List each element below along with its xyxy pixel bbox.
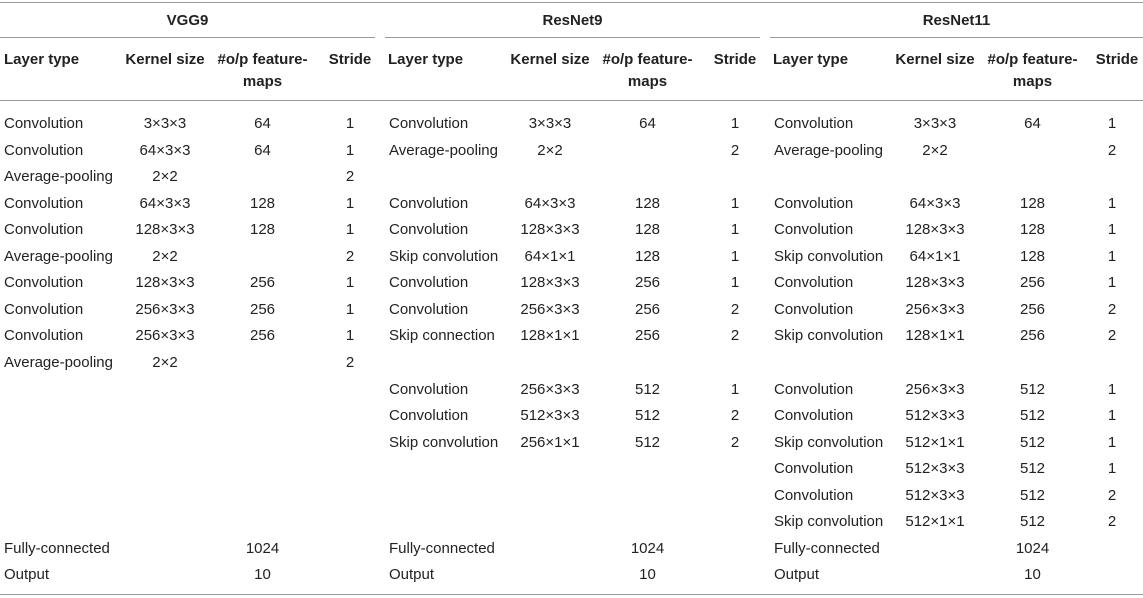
feature-maps-cell: 512 [634,434,661,451]
stride-cell: 1 [730,381,740,398]
layer-type-cell: Skip convolution [389,248,499,265]
layer-type-cell: Convolution [4,142,84,159]
feature-maps-cell [205,247,320,267]
stride-cell [325,539,375,559]
feature-maps-cell [205,353,320,373]
feature-maps-cell: 1024 [245,540,280,557]
feature-maps-cell: 256 [249,327,276,344]
kernel-size-cell [510,512,590,532]
kernel-size-cell: 128×3×3 [135,274,195,291]
kernel-size-cell [510,539,590,559]
kernel-size-cell: 256×3×3 [520,381,580,398]
layer-type-cell: Skip convolution [774,434,884,451]
feature-maps-cell: 256 [1019,327,1046,344]
feature-maps-cell [205,486,320,506]
feature-maps-cell: 512 [1019,460,1046,477]
stride-cell: 1 [1107,407,1117,424]
stride-cell: 1 [730,274,740,291]
stride-cell: 1 [1107,381,1117,398]
feature-maps-cell: 256 [1019,274,1046,291]
feature-maps-cell: 10 [254,566,271,583]
stride-cell [325,565,375,585]
stride-cell: 2 [730,407,740,424]
feature-maps-cell: 128 [634,195,661,212]
feature-maps-cell [975,167,1090,187]
kernel-size-cell: 64×3×3 [139,142,191,159]
kernel-size-cell: 256×3×3 [135,301,195,318]
layer-type-cell: Convolution [389,115,469,132]
feature-maps-cell: 128 [249,221,276,238]
stride-cell: 1 [1107,195,1117,212]
kernel-size-cell: 2×2 [537,142,563,159]
kernel-size-cell [125,539,205,559]
stride-cell [710,486,760,506]
stride-cell [710,512,760,532]
kernel-size-cell [895,167,975,187]
stride-cell: 1 [1107,248,1117,265]
feature-maps-cell [205,406,320,426]
stride-cell: 1 [345,274,355,291]
feature-maps-cell: 10 [1024,566,1041,583]
feature-maps-cell: 512 [634,381,661,398]
layer-type-cell: Average-pooling [4,248,113,265]
feature-maps-cell: 128 [634,248,661,265]
group-rule-resnet9 [385,37,760,38]
kernel-size-cell [510,167,590,187]
layer-type-cell: Output [389,566,435,583]
kernel-size-cell: 256×3×3 [905,301,965,318]
layer-type-cell: Average-pooling [389,142,498,159]
stride-cell: 2 [730,142,740,159]
feature-maps-cell: 256 [634,301,661,318]
feature-maps-cell: 128 [1019,195,1046,212]
layer-type-cell [389,167,509,187]
layer-type-cell: Convolution [774,487,854,504]
feature-maps-cell [205,380,320,400]
kernel-size-cell: 128×3×3 [520,274,580,291]
feature-maps-cell [205,167,320,187]
stride-cell [325,380,375,400]
table-top-rule [0,2,1143,3]
feature-maps-cell [975,353,1090,373]
stride-cell [710,565,760,585]
layer-type-cell: Convolution [389,301,469,318]
feature-maps-cell: 64 [254,115,271,132]
layer-type-cell: Fully-connected [4,540,110,557]
stride-cell [1087,167,1137,187]
layer-type-cell [774,167,894,187]
layer-type-cell [4,486,124,506]
kernel-size-cell: 64×1×1 [524,248,576,265]
layer-type-cell [4,406,124,426]
group-rule-vgg9 [0,37,375,38]
stride-cell: 1 [1107,434,1117,451]
stride-cell [710,539,760,559]
stride-cell: 2 [1107,487,1117,504]
kernel-size-cell: 64×3×3 [139,195,191,212]
kernel-size-cell: 64×3×3 [524,195,576,212]
col-header-layer-type: Layer type [773,51,849,68]
col-header-feature-maps: #o/p feature-maps [987,51,1078,90]
feature-maps-cell: 1024 [1015,540,1050,557]
feature-maps-cell: 256 [1019,301,1046,318]
kernel-size-cell: 64×3×3 [909,195,961,212]
feature-maps-cell [205,512,320,532]
layer-type-cell: Fully-connected [774,540,880,557]
layer-type-cell: Convolution [774,460,854,477]
feature-maps-cell: 512 [1019,434,1046,451]
layer-type-cell: Skip convolution [774,248,884,265]
stride-cell: 2 [730,434,740,451]
layer-type-cell: Convolution [774,407,854,424]
group-title-vgg9: VGG9 [166,12,209,29]
stride-cell: 1 [345,221,355,238]
stride-cell: 2 [345,168,355,185]
layer-type-cell [389,486,509,506]
col-header-kernel-size: Kernel size [125,51,205,68]
kernel-size-cell: 3×3×3 [528,115,572,132]
kernel-size-cell: 512×3×3 [905,487,965,504]
layer-type-cell: Output [774,566,820,583]
feature-maps-cell [590,459,705,479]
feature-maps-cell [975,141,1090,161]
feature-maps-cell: 10 [639,566,656,583]
layer-type-cell: Convolution [774,301,854,318]
layer-type-cell: Convolution [774,115,854,132]
layer-type-cell: Convolution [389,221,469,238]
stride-cell: 1 [345,195,355,212]
stride-cell: 1 [345,301,355,318]
kernel-size-cell: 512×3×3 [905,407,965,424]
stride-cell: 1 [730,115,740,132]
kernel-size-cell: 128×3×3 [905,221,965,238]
kernel-size-cell [125,565,205,585]
feature-maps-cell [590,141,705,161]
layer-type-cell [4,380,124,400]
feature-maps-cell: 512 [1019,487,1046,504]
stride-cell: 2 [1107,513,1117,530]
kernel-size-cell: 128×1×1 [905,327,965,344]
layer-type-cell: Convolution [4,221,84,238]
kernel-size-cell [510,486,590,506]
stride-cell [325,512,375,532]
stride-cell [710,167,760,187]
col-header-stride: Stride [1095,51,1139,68]
layer-type-cell [4,459,124,479]
stride-cell: 1 [730,248,740,265]
feature-maps-cell [590,167,705,187]
kernel-size-cell: 256×1×1 [520,434,580,451]
feature-maps-cell [590,486,705,506]
stride-cell: 1 [345,327,355,344]
col-header-kernel-size: Kernel size [510,51,590,68]
layer-type-cell: Convolution [389,274,469,291]
table-bottom-rule [0,594,1143,595]
header-bottom-rule [0,100,1143,101]
feature-maps-cell: 256 [634,274,661,291]
kernel-size-cell [125,486,205,506]
layer-type-cell: Average-pooling [774,142,883,159]
layer-type-cell [389,353,509,373]
feature-maps-cell: 64 [1024,115,1041,132]
stride-cell: 1 [730,195,740,212]
col-header-feature-maps: #o/p feature-maps [217,51,308,90]
layer-type-cell [4,512,124,532]
kernel-size-cell: 512×1×1 [905,513,965,530]
feature-maps-cell: 512 [1019,407,1046,424]
stride-cell [325,406,375,426]
feature-maps-cell: 512 [1019,513,1046,530]
feature-maps-cell: 64 [639,115,656,132]
kernel-size-cell [510,353,590,373]
kernel-size-cell: 64×1×1 [909,248,961,265]
stride-cell: 1 [345,142,355,159]
feature-maps-cell: 512 [1019,381,1046,398]
layer-type-cell: Convolution [4,115,84,132]
layer-type-cell [4,433,124,453]
kernel-size-cell: 2×2 [152,168,178,185]
stride-cell [1087,353,1137,373]
stride-cell [1087,565,1137,585]
layer-type-cell: Convolution [4,274,84,291]
kernel-size-cell: 256×3×3 [905,381,965,398]
kernel-size-cell: 128×3×3 [135,221,195,238]
kernel-size-cell: 128×3×3 [905,274,965,291]
col-header-stride: Stride [328,51,372,68]
feature-maps-cell: 256 [249,274,276,291]
layer-type-cell: Skip connection [389,327,495,344]
stride-cell: 2 [345,248,355,265]
kernel-size-cell: 2×2 [922,142,948,159]
stride-cell: 1 [1107,221,1117,238]
kernel-size-cell [125,459,205,479]
stride-cell [325,459,375,479]
layer-type-cell: Fully-connected [389,540,495,557]
feature-maps-cell: 64 [254,142,271,159]
feature-maps-cell: 128 [1019,221,1046,238]
stride-cell [325,433,375,453]
feature-maps-cell: 128 [249,195,276,212]
stride-cell: 1 [1107,274,1117,291]
layer-type-cell: Convolution [389,407,469,424]
layer-type-cell: Convolution [4,301,84,318]
kernel-size-cell [125,406,205,426]
kernel-size-cell [895,539,975,559]
stride-cell: 2 [730,327,740,344]
kernel-size-cell: 3×3×3 [143,115,187,132]
kernel-size-cell [895,565,975,585]
stride-cell: 2 [730,301,740,318]
layer-type-cell: Convolution [774,274,854,291]
col-header-layer-type: Layer type [388,51,464,68]
stride-cell [710,353,760,373]
stride-cell: 1 [345,115,355,132]
layer-type-cell: Output [4,566,50,583]
kernel-size-cell: 512×3×3 [520,407,580,424]
kernel-size-cell: 512×1×1 [905,434,965,451]
layer-type-cell: Skip convolution [389,434,499,451]
kernel-size-cell [125,380,205,400]
kernel-size-cell: 2×2 [152,354,178,371]
stride-cell: 2 [1107,327,1117,344]
feature-maps-cell: 128 [1019,248,1046,265]
kernel-size-cell: 256×3×3 [520,301,580,318]
kernel-size-cell [125,512,205,532]
kernel-size-cell [510,565,590,585]
col-header-kernel-size: Kernel size [895,51,975,68]
layer-type-cell: Convolution [4,195,84,212]
kernel-size-cell: 256×3×3 [135,327,195,344]
group-title-resnet11: ResNet11 [922,12,991,29]
feature-maps-cell: 256 [634,327,661,344]
group-title-resnet9: ResNet9 [542,12,603,29]
feature-maps-cell [590,512,705,532]
layer-type-cell: Average-pooling [4,168,113,185]
kernel-size-cell: 3×3×3 [913,115,957,132]
feature-maps-cell [205,433,320,453]
col-header-feature-maps: #o/p feature-maps [602,51,693,90]
group-rule-resnet11 [770,37,1143,38]
feature-maps-cell [590,353,705,373]
layer-type-cell [774,353,894,373]
feature-maps-cell: 256 [249,301,276,318]
feature-maps-cell [205,459,320,479]
kernel-size-cell: 128×1×1 [520,327,580,344]
kernel-size-cell: 512×3×3 [905,460,965,477]
kernel-size-cell: 128×3×3 [520,221,580,238]
layer-type-cell: Average-pooling [4,354,113,371]
feature-maps-cell: 512 [634,407,661,424]
layer-type-cell: Convolution [389,381,469,398]
layer-type-cell: Convolution [774,381,854,398]
stride-cell: 1 [730,221,740,238]
layer-type-cell [389,459,509,479]
layer-type-cell: Convolution [774,195,854,212]
layer-type-cell [389,512,509,532]
kernel-size-cell [510,459,590,479]
layer-type-cell: Convolution [389,195,469,212]
stride-cell: 1 [1107,115,1117,132]
stride-cell: 2 [1107,301,1117,318]
kernel-size-cell: 2×2 [152,248,178,265]
layer-type-cell: Convolution [774,221,854,238]
stride-cell [710,459,760,479]
layer-type-cell: Skip convolution [774,327,884,344]
layer-type-cell: Skip convolution [774,513,884,530]
kernel-size-cell [895,353,975,373]
col-header-layer-type: Layer type [4,51,80,68]
feature-maps-cell: 128 [634,221,661,238]
stride-cell: 1 [1107,460,1117,477]
feature-maps-cell: 1024 [630,540,665,557]
stride-cell: 2 [345,354,355,371]
stride-cell [325,486,375,506]
kernel-size-cell [125,433,205,453]
stride-cell: 2 [1107,142,1117,159]
stride-cell [1087,539,1137,559]
layer-type-cell: Convolution [4,327,84,344]
col-header-stride: Stride [713,51,757,68]
